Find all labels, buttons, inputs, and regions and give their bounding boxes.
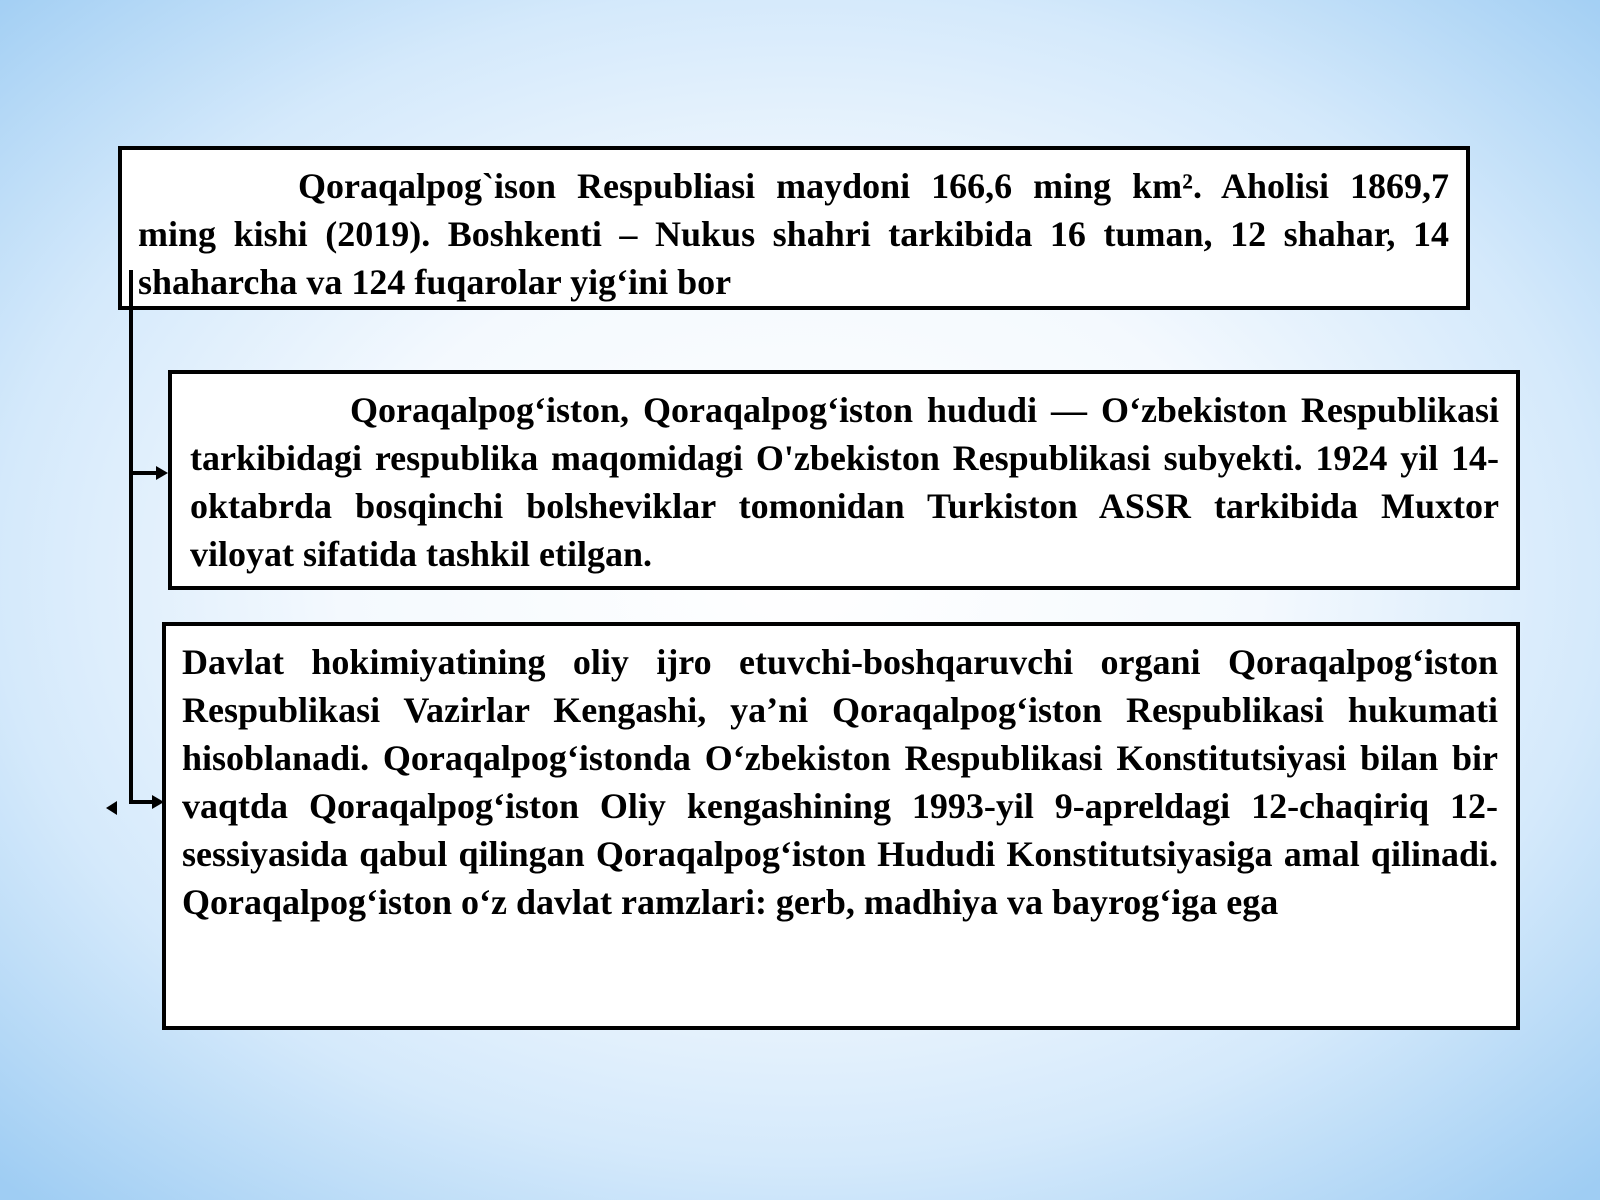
arrowhead-to-box-2: [156, 466, 168, 480]
small-triangle-marker: [106, 801, 117, 815]
status-history-text: Qoraqalpog‘iston, Qoraqalpog‘iston hududi — O‘zbekiston Respublikasi tarkibidagi respublika maqomidagi O'zbekiston Respublikasi subyekti. 1924 yil 14-oktabrda bosqinchi bolsheviklar tomonidan Turkiston ASSR tarkibida Muxtor viloyat sifatida tashkil etilgan.: [190, 390, 1499, 574]
government-text: Davlat hokimiyatining oliy ijro etuvchi-boshqaruvchi organi Qoraqalpog‘iston Respublikasi Vazirlar Kengashi, ya’ni Qoraqalpog‘iston Respublikasi hukumati hisoblanadi. Qoraqalpog‘istonda O‘zbekiston Respublikasi Konstitutsiyasi bilan bir vaqtda Qoraqalpog‘iston Oliy kengashining 1993-yil 9-apreldagi 12-chaqiriq 12-sessiyasida qabul qilingan Qoraqalpog‘iston Hududi Konstitutsiyasiga amal qilinadi. Qoraqalpog‘iston o‘z davlat ramzlari: gerb, madhiya va bayrog‘iga ega: [182, 642, 1498, 922]
area-population-text: Qoraqalpog`ison Respubliasi maydoni 166,6 ming km². Aholisi 1869,7 ming kishi (2019). Boshkenti – Nukus shahri tarkibida 16 tuman, 12 shahar, 14 shaharcha va 124 fuqarolar yig‘ini bor: [138, 166, 1449, 302]
arrowhead-to-box-3: [152, 795, 164, 809]
